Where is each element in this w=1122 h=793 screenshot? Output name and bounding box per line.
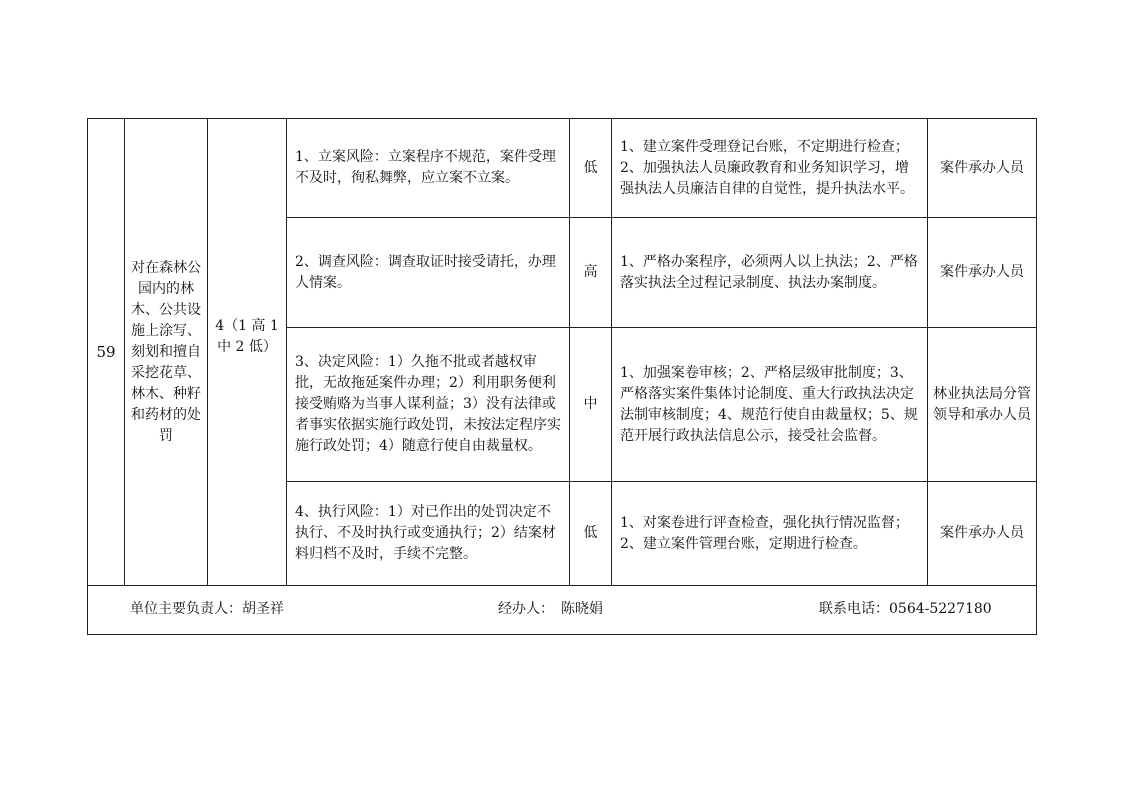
risk-description: 2、调查风险：调查取证时接受请托，办理人情案。 xyxy=(287,218,570,328)
responsible-person: 案件承办人员 xyxy=(928,218,1037,328)
row-number: 59 xyxy=(88,119,125,586)
prevention-measures: 1、严格办案程序，必须两人以上执法；2、严格落实执法全过程记录制度、执法办案制度。 xyxy=(612,218,928,328)
responsible-person: 案件承办人员 xyxy=(928,482,1037,586)
prevention-measures: 1、加强案卷审核；2、严格层级审批制度；3、严格落实案件集体讨论制度、重大行政执法决定法制审核制度；4、规范行使自由裁量权；5、规范开展行政执法信息公示，接受社会监督。 xyxy=(612,328,928,482)
responsible-person: 案件承办人员 xyxy=(928,119,1037,218)
risk-level: 中 xyxy=(570,328,612,482)
item-name: 对在森林公园内的林木、公共设施上涂写、刻划和擅自采挖花草、林木、种籽和药材的处罚 xyxy=(125,119,208,586)
risk-description: 1、立案风险：立案程序不规范，案件受理不及时，徇私舞弊，应立案不立案。 xyxy=(287,119,570,218)
risk-level: 低 xyxy=(570,119,612,218)
risk-description: 3、决定风险：1）久拖不批或者越权审批，无故拖延案件办理；2）利用职务便利接受贿赂为当事人谋利益；3）没有法律或者事实依据实施行政处罚，未按法定程序实施行政处罚；4）随意行使自由裁量权。 xyxy=(287,328,570,482)
prevention-measures: 1、建立案件受理登记台账，不定期进行检查；2、加强执法人员廉政教育和业务知识学习，增强执法人员廉洁自律的自觉性，提升执法水平。 xyxy=(612,119,928,218)
prevention-measures: 1、对案卷进行评查检查，强化执行情况监督；2、建立案件管理台账，定期进行检查。 xyxy=(612,482,928,586)
risk-count-text: 4（1 高 1 中 2 低） xyxy=(215,318,279,355)
risk-description: 4、执行风险：1）对已作出的处罚决定不执行、不及时执行或变通执行；2）结案材料归档不及时，手续不完整。 xyxy=(287,482,570,586)
contact-phone: 联系电话：0564-5227180 xyxy=(819,601,992,617)
risk-level: 低 xyxy=(570,482,612,586)
table-row xyxy=(88,119,1037,218)
signature-cell xyxy=(88,586,1037,635)
risk-level: 高 xyxy=(570,218,612,328)
responsible-person: 林业执法局分管领导和承办人员 xyxy=(928,328,1037,482)
risk-table xyxy=(87,118,1037,635)
risk-count xyxy=(208,119,287,586)
signature-row xyxy=(88,586,1037,635)
handler: 经办人： 陈晓娟 xyxy=(498,601,603,617)
unit-leader: 单位主要负责人：胡圣祥 xyxy=(130,601,284,617)
